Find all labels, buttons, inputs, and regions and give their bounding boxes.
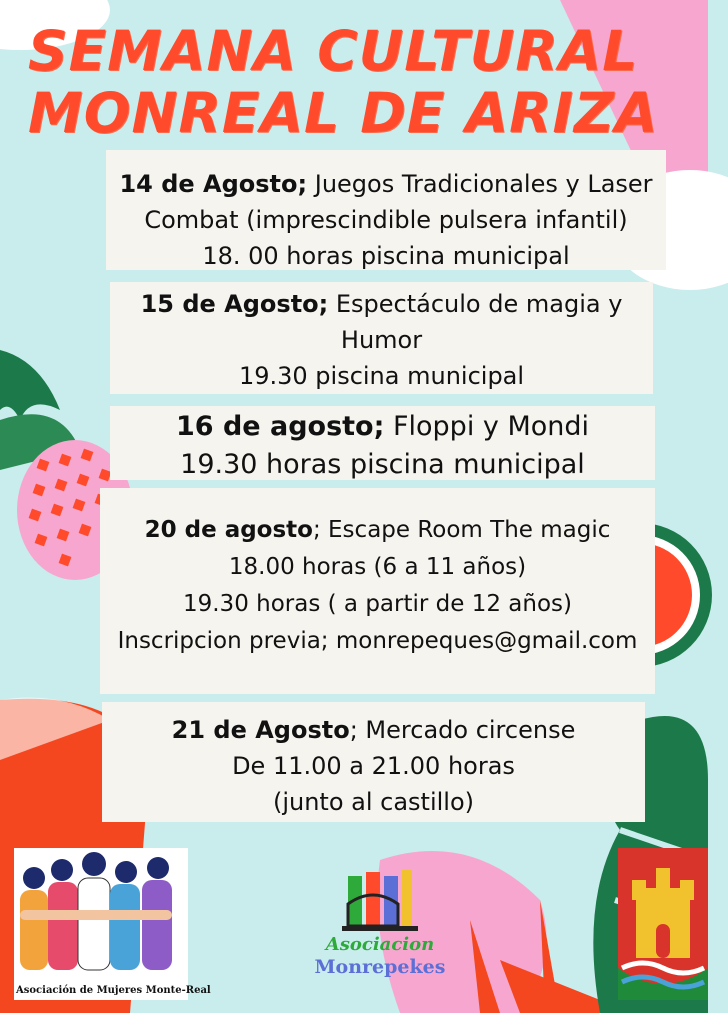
monrepekes-logo-name: Asociacion <box>325 934 435 955</box>
event-text: (junto al castillo) <box>272 788 475 816</box>
coat-of-arms-logo <box>618 848 708 1000</box>
poster-title <box>28 20 728 144</box>
monrepekes-logo-sub: Monrepekes <box>314 956 446 978</box>
event-text: 19.30 horas ( a partir de 12 años) <box>182 591 572 617</box>
event-text: 18. 00 horas piscina municipal <box>202 242 570 270</box>
title-line-2: MONREAL DE ARIZA <box>28 81 659 145</box>
event-text: Juegos Tradicionales y Laser <box>307 170 653 198</box>
pineapple-leaf-shape <box>0 350 60 420</box>
event-card <box>106 150 666 270</box>
event-date: 15 de Agosto; <box>140 290 329 318</box>
event-text: 19.30 horas piscina municipal <box>180 449 585 480</box>
event-date: 14 de Agosto; <box>119 170 308 198</box>
event-card <box>110 282 653 394</box>
mujeres-association-logo <box>14 848 211 1000</box>
event-card <box>100 488 655 694</box>
event-text: ; Mercado circense <box>349 716 576 744</box>
building-blocks-icon <box>300 868 460 934</box>
event-text: De 11.00 a 21.00 horas <box>232 752 515 780</box>
event-date: 21 de Agosto <box>171 716 350 744</box>
event-card <box>110 406 655 480</box>
mujeres-association-caption: Asociación de Mujeres Monte-Real <box>16 985 211 996</box>
event-text: Espectáculo de magia y <box>328 290 623 318</box>
event-text: Combat (imprescindible pulsera infantil) <box>144 206 628 234</box>
event-text: ; Escape Room The magic <box>312 517 611 543</box>
event-text: Inscripcion previa; monrepeques@gmail.com <box>117 628 638 654</box>
event-date: 16 de agosto; <box>175 411 385 442</box>
castle-coat-of-arms-icon <box>618 848 708 1000</box>
event-text: 18.00 horas (6 a 11 años) <box>228 554 527 580</box>
event-text: Floppi y Mondi <box>384 411 590 442</box>
event-text: Humor <box>340 326 423 354</box>
monrepekes-logo <box>300 868 460 988</box>
event-card <box>102 702 645 822</box>
title-line-1: SEMANA CULTURAL <box>28 19 639 83</box>
people-hugging-icon <box>14 848 188 980</box>
event-date: 20 de agosto <box>144 517 313 543</box>
event-text: 19.30 piscina municipal <box>238 362 525 390</box>
